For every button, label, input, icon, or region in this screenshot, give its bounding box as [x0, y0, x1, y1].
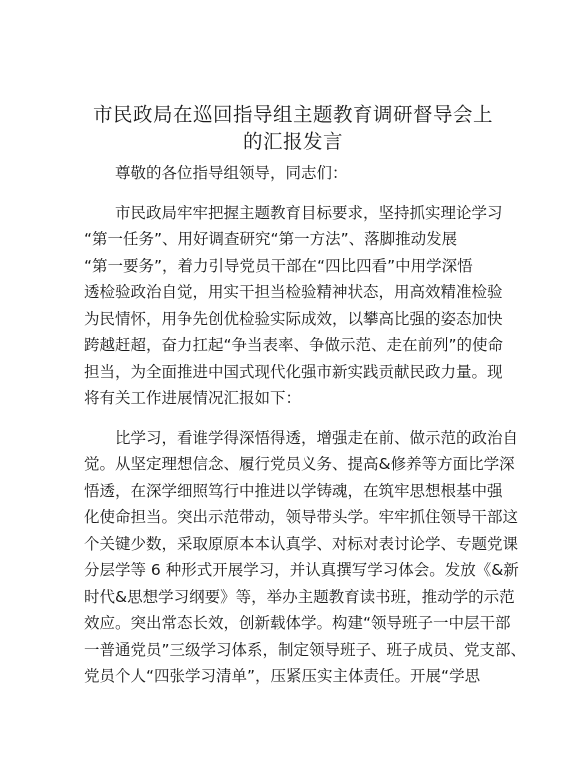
salutation: 尊敬的各位指导组领导，同志们：: [115, 164, 348, 182]
paragraph-2: [84, 425, 527, 690]
paragraph-line: 党员个人“四张学习清单”，压紧压实主体责任。开展“学思: [84, 667, 481, 685]
paragraph-line: “第一要务”，着力引导党员干部在“四比四看”中用学深悟: [84, 256, 473, 275]
paragraph-line: 个关键少数，采取原原本本认真学、对标对表讨论学、专题党课: [84, 534, 519, 553]
paragraph-line: 为民情怀，用争先创优检验实际成效，以攀高比强的姿态加快: [84, 309, 503, 328]
paragraph-line: 分层学等 6 种形式开展学习，并认真撰写学习体会。发放《&新: [84, 561, 519, 579]
document-title: [70, 100, 516, 153]
paragraph-line: 时代&思想学习纲要》等，举办主题教育读书班，推动学的示范: [84, 587, 515, 606]
paragraph-line: 化使命担当。突出示范带动，领导带头学。牢牢抓住领导干部这: [84, 508, 519, 526]
document-body: [84, 160, 527, 690]
paragraph-line: “第一任务”、用好调查研究“第一方法”、落脚推动发展: [84, 230, 458, 248]
title-line-2: 的汇报发言: [242, 129, 343, 153]
paragraph-line: 一普通党员”三级学习体系，制定领导班子、班子成员、党支部、: [84, 640, 527, 659]
paragraph-line: 觉。从坚定理想信念、履行党员义务、提高&修养等方面比学深: [84, 455, 515, 473]
paragraph-line: 担当，为全面推进中国式现代化强市新实践贡献民政力量。现: [84, 362, 503, 381]
paragraph-line: 悟透，在深学细照笃行中推进以学铸魂，在筑牢思想根基中强: [84, 481, 503, 500]
paragraph-line: 市民政局牢牢把握主题教育目标要求，坚持抓实理论学习: [115, 203, 503, 222]
title-line-1: 市民政局在巡回指导组主题教育调研督导会上: [92, 103, 493, 126]
paragraph-line: 效应。突出常态长效，创新载体学。构建“领导班子一中层干部: [84, 614, 511, 632]
paragraph-line: 透检验政治自觉，用实干担当检验精神状态，用高效精准检验: [84, 283, 503, 301]
paragraph-1: [84, 200, 514, 412]
paragraph-line: 比学习，看谁学得深悟得透，增强走在前、做示范的政治自: [115, 428, 519, 447]
paragraph-line: 将有关工作进展情况汇报如下：: [84, 389, 302, 407]
spacer: [84, 412, 514, 425]
paragraph-line: 跨越赶超，奋力扛起“争当表率、争做示范、走在前列”的使命: [84, 336, 504, 354]
spacer: [84, 187, 514, 200]
